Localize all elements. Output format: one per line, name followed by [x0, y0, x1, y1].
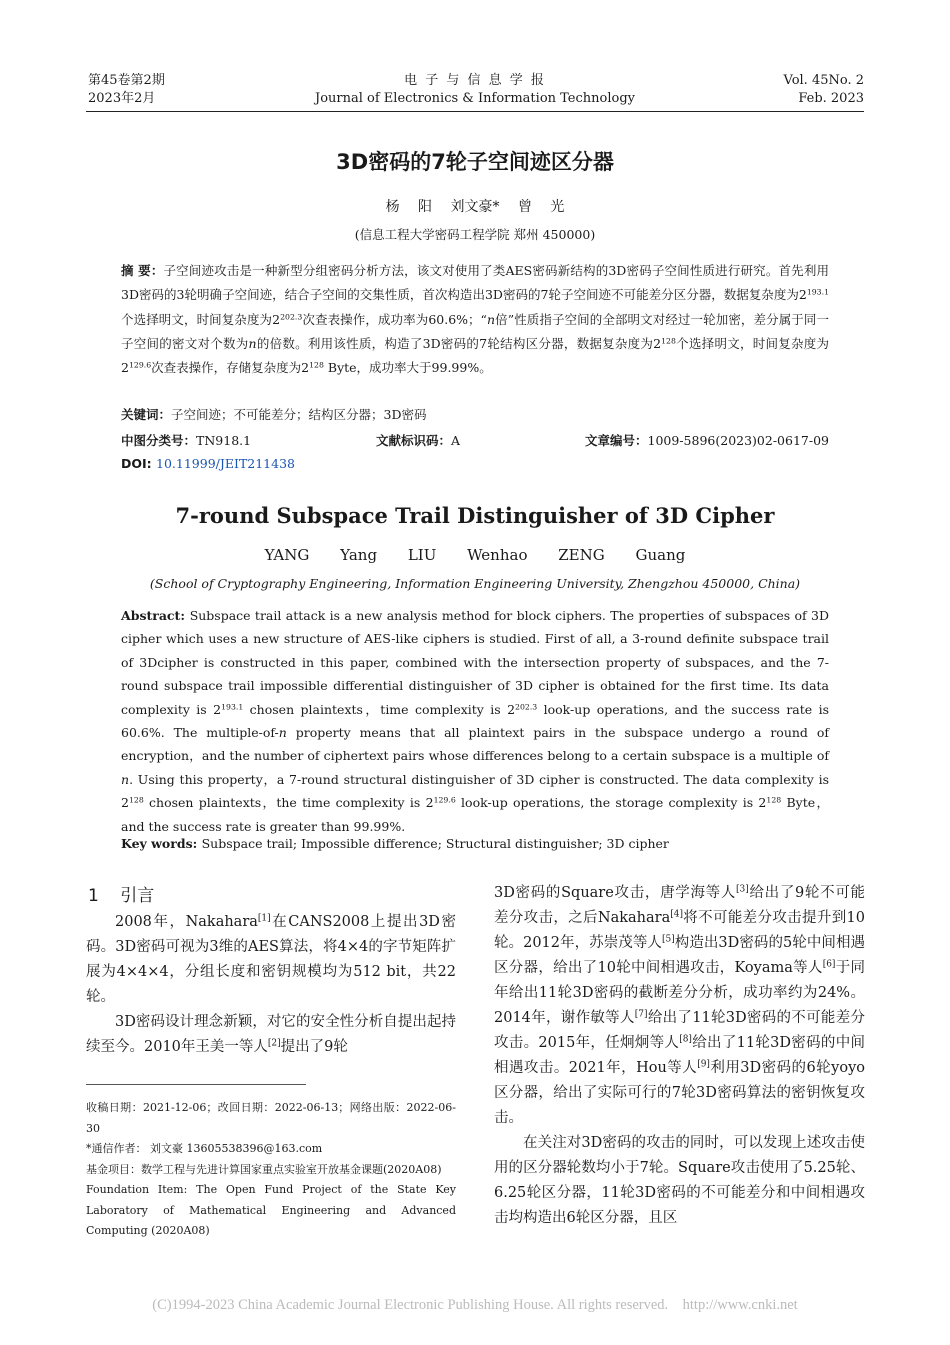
- section-title: 引言: [120, 886, 155, 906]
- authors-en: YANG Yang LIU Wenhao ZENG Guang: [264, 546, 686, 564]
- paragraph: 在关注对3D密码的攻击的同时，可以发现上述攻击使用的区分器轮数均小于7轮。Square攻击使用了5.25轮、6.25轮区分器，11轮3D密码的不可能差分和中间相遇攻击均构造出6轮区分器，且区: [494, 1135, 865, 1226]
- keywords-cn: [121, 405, 427, 423]
- doi: DOI: 10.11999/JEIT211438: [121, 456, 295, 471]
- keywords-cn-label: 关键词：: [121, 407, 172, 422]
- paper-title-en: 7-round Subspace Trail Distinguisher of 3D Cipher: [175, 503, 775, 528]
- journal-name-en: Journal of Electronics & Information Technology: [314, 91, 636, 106]
- footnote-dates: 收稿日期：2021-12-06；改回日期：2022-06-13；网络出版：2022-06-30: [86, 1101, 456, 1135]
- footnote-fund-cn: 基金项目：数学工程与先进计算国家重点实验室开放基金课题(2020A08): [86, 1162, 442, 1176]
- affiliation-cn: (信息工程大学密码工程学院 郑州 450000): [354, 227, 596, 242]
- abstract-cn-text: 子空间迹攻击是一种新型分组密码分析方法，该文对使用了类AES密码新结构的3D密码子空间性质进行研究。首先利用3D密码的3轮明确子空间迹，结合子空间的交集性质，首次构造出3D密码的7轮子空间迹不可能差分区分器，数据复杂度为$2^{193.1}$个选择明文，时间复杂度为$2^{202.3}$次查表操作，成功率为60.6%；“n倍”性质指子空间的全部明文对经过一轮加密，差分属于同一子空间的密文对个数为n的倍数。利用该性质，构造了3D密码的7轮结构区分器，数据复杂度为$2^{128}$个选择明文，时间复杂度为$2^{129.6}$次查表操作，存储复杂度为$2^{128}$ Byte，成功率大于99.99%。: [121, 263, 829, 376]
- paragraph: 3D密码设计理念新颖，对它的安全性分析自提出起持续至今。2010年王美一等人[2]提出了9轮: [86, 1014, 456, 1055]
- abstract-en: Abstract: Subspace trail attack is a new analysis method for block ciphers. The properties of subspaces of 3D cipher which uses a new structure of AES-like ciphers is studied. First of all, a 3-round definite subspace trail of 3Dcipher is constructed in this paper, combined with the intersection property of subspaces, and the 7-round subspace trail impossible differential distinguisher of 3D cipher is obtained for the first time. Its data complexity is $2^{193.1}$ chosen plaintexts，time complexity is $2^{202.3}$ look-up operations, and the success rate is 60.6%. The multiple-of-n property means that all plaintext pairs in the subspace undergo a round of encryption，and the number of ciphertext pairs whose differences belong to a certain subspace is a multiple of n. Using this property，a 7-round structural distinguisher of 3D cipher is constructed. The data complexity is $2^{128}$ chosen plaintexts，the time complexity is $2^{129.6}$ look-up operations, the storage complexity is $2^{128}$ Byte，and the success rate is greater than 99.99%.: [121, 608, 829, 834]
- header-vol-cn: 第45卷第2期: [88, 73, 165, 88]
- copyright-watermark: (C)1994-2023 China Academic Journal Electronic Publishing House. All rights reserved. http://www.cnki.net: [152, 1297, 798, 1313]
- paragraph: 3D密码的Square攻击，唐学海等人[3]给出了9轮不可能差分攻击，之后Nakahara[4]将不可能差分攻击提升到10轮。2012年，苏崇茂等人[5]构造出3D密码的5轮中间相遇区分器，给出了10轮中间相遇攻击，Koyama等人[6]于同年给出11轮3D密码的截断差分分析，成功率约为24%。2014年，谢作敏等人[7]给出了11轮3D密码的不可能差分攻击。2015年，任炯炯等人[8]给出了11轮3D密码的中间相遇攻击。2021年，Hou等人[9]利用3D密码的6轮yoyo区分器，给出了实际可行的7轮3D密码算法的密钥恢复攻击。: [494, 884, 866, 1126]
- authors-cn: 杨 阳 刘文豪* 曾 光: [385, 199, 565, 215]
- journal-name-cn: 电 子 与 信 息 学 报: [404, 73, 546, 88]
- footnote-fund-en: Foundation Item: The Open Fund Project of the State Key Laboratory of Mathematical Engineering and Advanced Computing (2020A08): [86, 1183, 456, 1237]
- abstract-en-text: Subspace trail attack is a new analysis method for block ciphers. The properties of subspaces of 3D cipher which uses a new structure of AES-like ciphers is studied. First of all, a 3-round definite subspace trail of 3Dcipher is constructed in this paper, combined with the intersection property of subspaces, and the 7-round subspace trail impossible differential distinguisher of 3D cipher is obtained for the first time. Its data complexity is $2^{193.1}$ chosen plaintexts，time complexity is $2^{202.3}$ look-up operations, and the success rate is 60.6%. The multiple-of-n property means that all plaintext pairs in the subspace undergo a round of encryption，and the number of ciphertext pairs whose differences belong to a certain subspace is a multiple of n. Using this property，a 7-round structural distinguisher of 3D cipher is constructed. The data complexity is $2^{128}$ chosen plaintexts，the time complexity is $2^{129.6}$ look-up operations, the storage complexity is $2^{128}$ Byte，and the success rate is greater than 99.99%.: [121, 608, 829, 834]
- affiliation-en: (School of Cryptography Engineering, Information Engineering University, Zhengzhou 450000, China): [149, 576, 801, 591]
- paragraph: 2008年，Nakahara[1]在CANS2008上提出3D密码。3D密码可视为3维的AES算法，将4×4的字节矩阵扩展为4×4×4，分组长度和密钥规模均为512 bit，共22轮。: [86, 913, 456, 1005]
- body-column-right: [494, 881, 865, 1231]
- doi-label: DOI: [121, 456, 147, 471]
- keywords-en: Key words: Subspace trail; Impossible difference; Structural distinguisher; 3D cipher: [121, 836, 669, 851]
- footnote-divider: [86, 1084, 306, 1085]
- keywords-cn-text: 子空间迹；不可能差分；结构区分器；3D密码: [171, 407, 427, 422]
- article-number: 文章编号：1009-5896(2023)02-0617-09: [585, 433, 829, 448]
- keywords-en-text: Subspace trail; Impossible difference; Structural distinguisher; 3D cipher: [201, 836, 669, 851]
- doi-link[interactable]: 10.11999/JEIT211438: [156, 456, 295, 471]
- section-heading: [88, 881, 154, 906]
- document-code: 文献标识码：A: [376, 433, 461, 448]
- header-date-en: Feb. 2023: [798, 91, 864, 106]
- keywords-en-label: Key words: [121, 836, 193, 851]
- header-divider: [86, 111, 864, 112]
- clc-number: 中图分类号：TN918.1: [121, 433, 252, 448]
- header-date-cn: 2023年2月: [88, 91, 156, 106]
- abstract-en-label: Abstract: [121, 608, 181, 623]
- header-vol-en: Vol. 45No. 2: [783, 73, 864, 88]
- body-column-left: [86, 910, 456, 1060]
- footnote-corresponding: *通信作者： 刘文豪 13605538396@163.com: [86, 1142, 323, 1155]
- footnotes: [86, 1098, 456, 1242]
- section-number: 1: [88, 886, 99, 906]
- paper-title-cn: 3D密码的7轮子空间迹区分器: [336, 150, 614, 174]
- header-volume-en: [784, 72, 865, 108]
- classification-row: [121, 431, 829, 449]
- abstract-cn-label: 摘 要：: [121, 263, 164, 278]
- abstract-cn: [121, 259, 829, 380]
